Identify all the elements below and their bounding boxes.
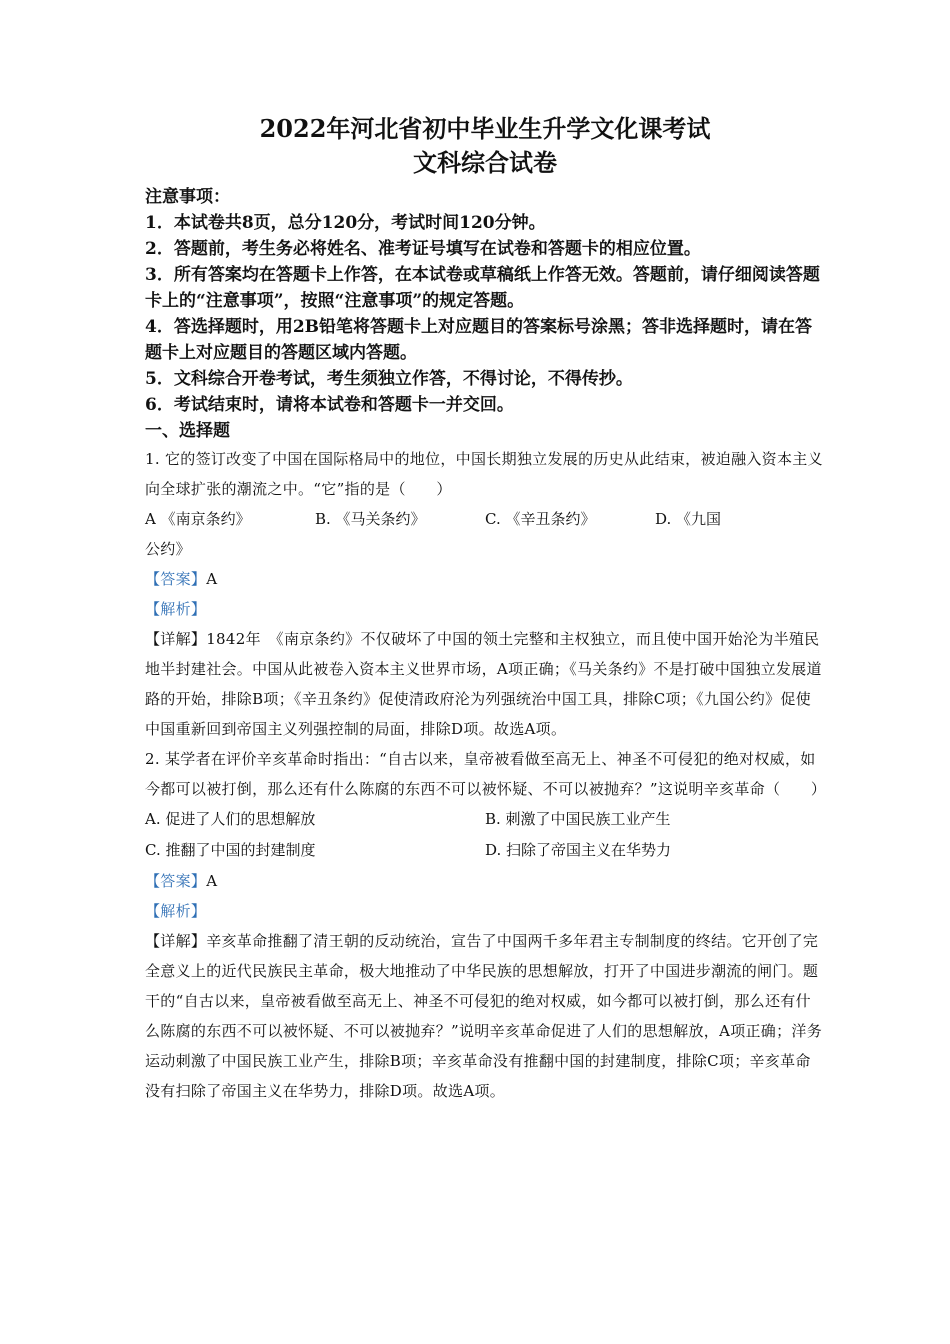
detail-paragraph <box>145 624 825 744</box>
option-c: C. 推翻了中国的封建制度 <box>145 841 316 859</box>
answer-tag: 【答案】 <box>145 872 207 890</box>
question-stem: 2. 某学者在评价辛亥革命时指出：“自古以来，皇帝被看做至高无上、神圣不可侵犯的绝对权威，如今都可以被打倒，那么还有什么陈腐的东西不可以被怀疑、不可以被抛弃？”这说明辛亥革命（ ） <box>145 750 827 798</box>
detail-tag: 【详解】 <box>145 932 207 950</box>
option-b: B. 刺激了中国民族工业产生 <box>485 810 671 828</box>
answer-line <box>145 866 825 896</box>
options-row <box>145 835 825 866</box>
notice-item: 3．所有答案均在答题卡上作答，在本试卷或草稿纸上作答无效。答题前，请仔细阅读答题卡上的“注意事项”，按照“注意事项”的规定答题。 <box>145 265 820 311</box>
option-a: A 《南京条约》 <box>145 510 251 528</box>
question-1 <box>145 444 825 744</box>
option-d-continuation: 公约》 <box>145 540 191 558</box>
detail-text: 1842年 《南京条约》不仅破坏了中国的领土完整和主权独立，而且使中国开始沦为半殖民地半封建社会。中国从此被卷入资本主义世界市场，A项正确；《马关条约》不是打破中国独立发展道路的开始，排除B项；《辛丑条约》促使清政府沦为列强统治中国工具，排除C项；《九国公约》促使中国重新回到帝国主义列强控制的局面，排除D项。故选A项。 <box>145 630 822 738</box>
detail-tag: 【详解】 <box>145 630 207 648</box>
exam-title: 2022年河北省初中毕业生升学文化课考试 <box>259 114 711 143</box>
exam-subtitle: 文科综合试卷 <box>413 148 557 177</box>
answer-line <box>145 564 825 594</box>
section-heading: 一、选择题 <box>145 421 230 441</box>
analysis-tag: 【解析】 <box>145 600 207 618</box>
notice-item: 6．考试结束时，请将本试卷和答题卡一并交回。 <box>145 395 514 415</box>
option-a: A. 促进了人们的思想解放 <box>145 810 316 828</box>
answer-value: A <box>206 570 218 588</box>
options-row <box>145 504 825 534</box>
option-c: C. 《辛丑条约》 <box>485 510 596 528</box>
option-b: B. 《马关条约》 <box>315 510 426 528</box>
question-stem: 1. 它的签订改变了中国在国际格局中的地位，中国长期独立发展的历史从此结束，被迫融入资本主义向全球扩张的潮流之中。“它”指的是（ ） <box>145 450 823 498</box>
analysis-tag: 【解析】 <box>145 902 207 920</box>
notice-item: 2．答题前，考生务必将姓名、准考证号填写在试卷和答题卡的相应位置。 <box>145 239 701 259</box>
notice-item: 1．本试卷共8页，总分120分，考试时间120分钟。 <box>145 213 546 233</box>
notice-block <box>145 184 825 418</box>
notice-heading: 注意事项： <box>145 187 230 207</box>
notice-item: 5．文科综合开卷考试，考生须独立作答，不得讨论，不得传抄。 <box>145 369 633 389</box>
options-row <box>145 804 825 835</box>
question-2 <box>145 744 825 1106</box>
option-d: D. 扫除了帝国主义在华势力 <box>485 841 672 859</box>
analysis-line <box>145 594 825 624</box>
notice-item: 4．答选择题时，用2B铅笔将答题卡上对应题目的答案标号涂黑；答非选择题时，请在答题卡上对应题目的答题区域内答题。 <box>145 317 813 363</box>
detail-text: 辛亥革命推翻了清王朝的反动统治，宣告了中国两千多年君主专制制度的终结。它开创了完全意义上的近代民族民主革命，极大地推动了中华民族的思想解放，打开了中国进步潮流的闸门。题干的“自古以来，皇帝被看做至高无上、神圣不可侵犯的绝对权威，如今都可以被打倒，那么还有什么陈腐的东西不可以被怀疑、不可以被抛弃？”说明辛亥革命促进了人们的思想解放，A项正确；洋务运动刺激了中国民族工业产生，排除B项；辛亥革命没有推翻中国的封建制度，排除C项；辛亥革命没有扫除了帝国主义在华势力，排除D项。故选A项。 <box>145 932 823 1100</box>
answer-tag: 【答案】 <box>145 570 207 588</box>
answer-value: A <box>206 872 218 890</box>
detail-paragraph <box>145 926 825 1106</box>
exam-page <box>145 112 825 1106</box>
analysis-line <box>145 896 825 926</box>
option-d: D. 《九国 <box>655 510 722 528</box>
